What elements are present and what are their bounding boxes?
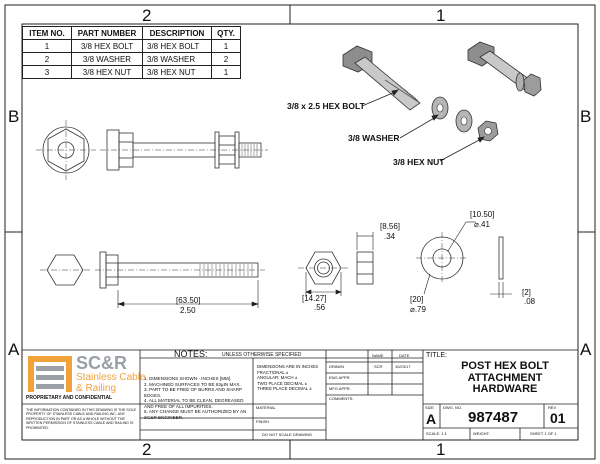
header-date: DATE (399, 353, 410, 358)
dim-nut-thickness-mm: [8.56] (380, 222, 401, 231)
bolt-assembly-side-view (100, 130, 268, 170)
note-item: 2. MACHINED SURFACES TO BE 63μIN MAX. (144, 381, 241, 387)
zone-label-left-a: A (8, 340, 20, 359)
bom-row (23, 40, 241, 53)
weight-label: WEIGHT: (473, 431, 490, 436)
bom-header-item: ITEM NO. (23, 27, 72, 40)
nut-thickness-dim (357, 232, 373, 250)
bom-header-part: PART NUMBER (72, 27, 143, 40)
dim-washer-thickness-in: .08 (524, 297, 536, 306)
bom-cell: 3/8 HEX BOLT (143, 40, 212, 53)
zone-label-top-2: 2 (142, 6, 152, 25)
eng-appr-label: ENG APPR. (329, 375, 351, 380)
material-label: MATERIAL (256, 405, 276, 410)
drawn-label: DRAWN (329, 364, 344, 369)
nut-side-view (357, 252, 373, 284)
scale-label: SCALE: 1:1 (426, 431, 447, 436)
title-line: POST HEX BOLT (461, 360, 549, 372)
bom-cell: 2 (23, 53, 72, 66)
washer-front-view (416, 232, 468, 284)
bom-cell: 3/8 WASHER (72, 53, 143, 66)
drawn-date: 10/23/17 (395, 364, 411, 369)
title-label: TITLE: (426, 352, 448, 359)
bom-cell: 3/8 HEX BOLT (72, 40, 143, 53)
callout-washer: 3/8 WASHER (348, 133, 400, 143)
dim-bolt-length-mm: [63.50] (176, 296, 201, 305)
dwg-no-label: DWG. NO. (443, 405, 463, 410)
proprietary-notice: THE INFORMATION CONTAINED IN THIS DRAWING IS THE SOLE PROPERTY OF STAINLESS CABLE AND RAILING INC. ANY REPRODUCTION IN PART OR AS A WHOLE WITHOUT THE WRITTEN PERMISSION OF STAINLESS CABLE AND RAILING IS PROHIBITED. (26, 408, 137, 430)
bom-cell: 3/8 WASHER (143, 53, 212, 66)
callout-nut: 3/8 HEX NUT (393, 157, 445, 167)
title-line: ATTACHMENT (467, 371, 543, 384)
bom-cell: 3 (23, 66, 72, 79)
bom-cell: 1 (212, 66, 241, 79)
dim-washer-id-mm: [10.50] (470, 210, 495, 219)
zone-label-bottom-2: 2 (142, 440, 152, 459)
zone-label-top-1: 1 (436, 6, 446, 25)
zone-label-left-b: B (8, 107, 20, 126)
rev-value: 01 (550, 410, 566, 426)
notes-list (144, 376, 250, 420)
finish-label: FINISH (256, 419, 270, 424)
tolerance-line: TWO PLACE DECIMAL ± (257, 380, 308, 386)
size-label: SIZE (425, 405, 434, 410)
tolerance-line: ANGULAR: MACH ± (257, 375, 298, 380)
bolt-end-view-a (40, 255, 90, 285)
note-item: 3. PART TO BE FREE OF BURRS AND SHARP EDGES. (144, 387, 243, 398)
bom-cell: 3/8 HEX NUT (72, 66, 143, 79)
header-name: NAME (372, 353, 384, 358)
dim-washer-id-in: ⌀.41 (474, 220, 490, 229)
nut-end-view (298, 252, 349, 284)
dim-washer-thickness-mm: [2] (522, 288, 531, 297)
bom-cell: 2 (212, 53, 241, 66)
logo-sub-line-1: Stainless Cable (76, 372, 146, 383)
note-item: 5. ANY CHANGE MUST BE AUTHORIZED BY AN SC&R ENGINEER. (144, 409, 247, 420)
rev-label: REV (548, 405, 557, 410)
mfg-appr-label: MFG APPR. (329, 386, 351, 391)
tolerance-line: THREE PLACE DECIMAL ± (257, 386, 312, 391)
dim-bolt-length-in: 2.50 (180, 306, 196, 315)
note-item: 4. ALL MATERIAL TO BE CLEAN, DEGREASED AND FREE OF ALL IMPURITIES. (144, 398, 244, 409)
drawn-name: SCR (374, 364, 383, 369)
dim-nut-width-in: .56 (314, 303, 326, 312)
sheet-label: SHEET 1 OF 1 (530, 431, 557, 436)
drawing-title (440, 361, 570, 396)
bolt-side-view-threads (200, 264, 252, 276)
logo-sub-line-2: & Railing (76, 383, 117, 394)
dim-washer-od-in: ⌀.79 (410, 305, 426, 314)
bolt-side-view-a (95, 252, 265, 288)
callout-bolt: 3/8 x 2.5 HEX BOLT (287, 101, 365, 111)
tolerance-block (257, 364, 325, 392)
bill-of-materials-table (22, 26, 241, 79)
notes-title: NOTES: (174, 349, 208, 359)
iso-washer-2 (456, 110, 472, 132)
tolerance-title: DIMENSIONS ARE IN INCHES (257, 364, 319, 369)
logo-wordmark: SC&R (76, 353, 128, 373)
bom-row (23, 66, 241, 79)
note-item: 1. DIMENSIONS SHOWN - INCHES [MM]. (144, 376, 232, 381)
bom-cell: 1 (23, 40, 72, 53)
bom-header-row (23, 27, 241, 40)
title-line: HARDWARE (472, 383, 538, 396)
zone-label-right-b: B (580, 107, 592, 126)
bolt-head-end-view (36, 120, 96, 180)
size-value: A (426, 411, 437, 427)
iso-bolt-assembled (468, 42, 541, 96)
zone-label-bottom-1: 1 (436, 440, 446, 459)
bom-header-qty: QTY. (212, 27, 241, 40)
bom-header-desc: DESCRIPTION (143, 27, 212, 40)
bom-cell: 3/8 HEX NUT (143, 66, 212, 79)
bom-row (23, 53, 241, 66)
zone-label-right-a: A (580, 340, 592, 359)
dim-nut-thickness-in: .34 (384, 232, 396, 241)
dwg-no-value: 987487 (468, 409, 519, 426)
no-scale-note: DO NOT SCALE DRAWING (262, 432, 313, 437)
washer-thickness-dim (490, 282, 512, 298)
tolerance-line: FRACTIONAL ± (257, 369, 289, 375)
bom-cell: 1 (212, 40, 241, 53)
comments-label: COMMENTS: (329, 396, 354, 401)
notes-subtitle: UNLESS OTHERWISE SPECIFIED (222, 352, 302, 358)
washer-side-view (499, 237, 503, 279)
dim-nut-width-mm: [14.27] (302, 294, 327, 303)
scr-logo-mark (28, 356, 72, 392)
dim-washer-od-mm: [20] (410, 295, 424, 304)
proprietary-title: PROPRIETARY AND CONFIDENTIAL (26, 395, 113, 401)
